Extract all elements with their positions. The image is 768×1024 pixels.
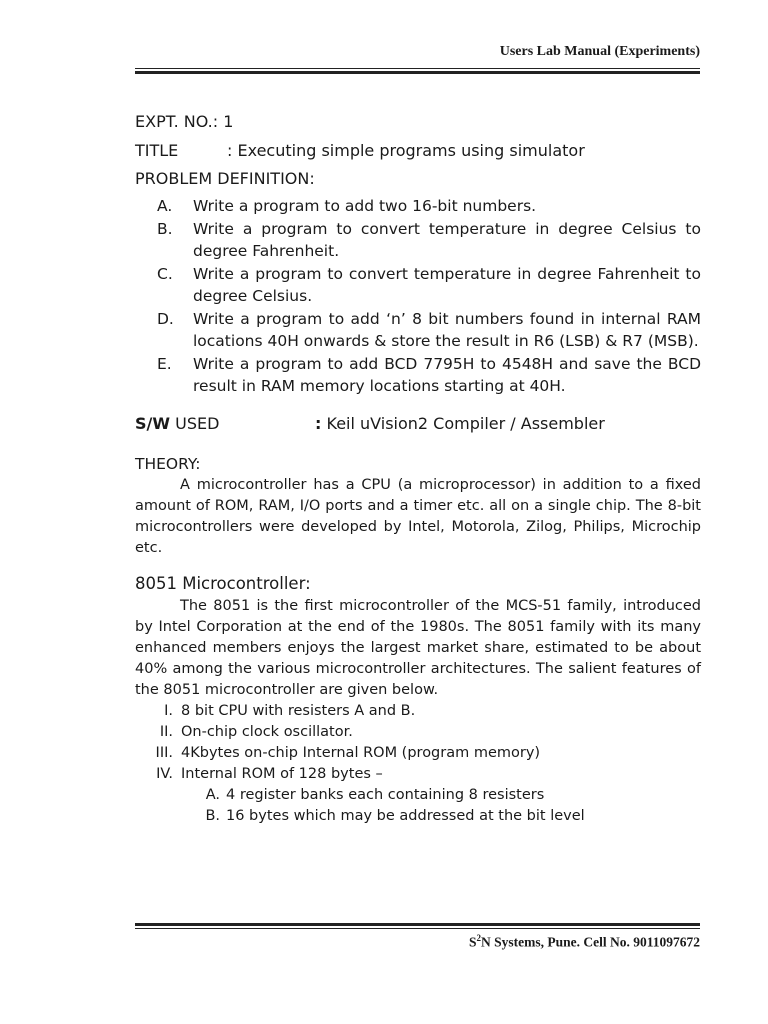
list-item — [135, 785, 701, 806]
list-marker: B. — [205, 807, 220, 824]
list-marker: B. — [157, 219, 173, 238]
title-value: : Executing simple programs using simulator — [227, 141, 585, 160]
list-marker: E. — [157, 354, 172, 373]
experiment-number: EXPT. NO.: 1 — [135, 112, 234, 131]
list-marker: D. — [157, 309, 174, 328]
list-text: Write a program to add BCD 7795H to 4548H and save the BCD result in RAM memory locations starting at 40H. — [193, 354, 701, 395]
theory-heading: THEORY: — [135, 454, 201, 473]
list-marker: C. — [157, 264, 173, 283]
problem-list — [135, 195, 701, 398]
list-marker: IV. — [156, 765, 173, 782]
list-marker: II. — [159, 723, 173, 740]
list-item — [135, 806, 701, 827]
list-item — [135, 218, 701, 263]
list-marker: A. — [157, 197, 173, 215]
list-text: 4 register banks each containing 8 resisters — [226, 786, 545, 803]
header-title: Users Lab Manual (Experiments) — [499, 44, 700, 59]
list-marker: A. — [205, 786, 220, 803]
list-item — [135, 701, 701, 722]
software-value-text: Keil uVision2 Compiler / Assembler — [321, 413, 605, 433]
list-text: Internal ROM of 128 bytes – — [181, 765, 383, 782]
list-item — [135, 722, 701, 743]
list-marker: I. — [164, 702, 173, 719]
software-label-bold: S/W — [135, 413, 171, 433]
list-text: Write a program to add ‘n’ 8 bit numbers found in internal RAM locations 40H onwards & store the result in R6 (LSB) & R7 (MSB). — [193, 309, 701, 350]
list-item — [135, 353, 701, 398]
software-used-value — [315, 413, 605, 435]
list-item — [135, 764, 701, 785]
title-label: TITLE — [135, 141, 179, 160]
list-text: On-chip clock oscillator. — [181, 723, 353, 740]
experiment-title-row — [135, 140, 701, 162]
list-text: Write a program to add two 16-bit numbers. — [193, 197, 537, 215]
page-content — [135, 111, 701, 827]
list-marker: III. — [155, 744, 173, 761]
mc8051-heading: 8051 Microcontroller: — [135, 573, 311, 593]
theory-paragraph: A microcontroller has a CPU (a microprocessor) in addition to a fixed amount of ROM, RAM, I/O ports and a timer etc. all on a single chip. The 8-bit microcontrollers were developed by Intel, Motorola, Zilog, Philips, Microchip etc. — [135, 476, 701, 556]
list-item — [135, 195, 701, 218]
footer-prefix: S — [468, 934, 477, 950]
footer-superscript: 2 — [476, 933, 481, 943]
software-used-row — [135, 413, 701, 435]
list-text: 16 bytes which may be addressed at the bit level — [226, 807, 585, 824]
header-rule — [135, 68, 700, 74]
list-text: Write a program to convert temperature in degree Fahrenheit to degree Celsius. — [193, 264, 701, 305]
problem-definition-label: PROBLEM DEFINITION: — [135, 169, 315, 188]
list-text: Write a program to convert temperature in degree Celsius to degree Fahrenheit. — [193, 219, 701, 260]
feature-list — [135, 701, 701, 785]
software-label-rest: USED — [170, 413, 220, 433]
mc8051-paragraph: The 8051 is the first microcontroller of the MCS-51 family, introduced by Intel Corporation at the end of the 1980s. The 8051 family with its many enhanced members enjoys the largest market share, estimated to be about 40% among the various microcontroller architectures. The salient features of the 8051 microcontroller are given below. — [135, 597, 701, 698]
software-colon: : — [315, 413, 322, 433]
footer-rule — [135, 923, 700, 929]
subfeature-list — [135, 785, 701, 827]
software-used-label — [135, 413, 315, 435]
list-item — [135, 263, 701, 308]
footer-rest: N Systems, Pune. Cell No. 9011097672 — [481, 934, 700, 950]
footer-text — [469, 933, 700, 951]
list-item — [135, 308, 701, 353]
list-text: 8 bit CPU with resisters A and B. — [181, 702, 416, 719]
list-item — [135, 743, 701, 764]
list-text: 4Kbytes on-chip Internal ROM (program memory) — [181, 744, 541, 761]
